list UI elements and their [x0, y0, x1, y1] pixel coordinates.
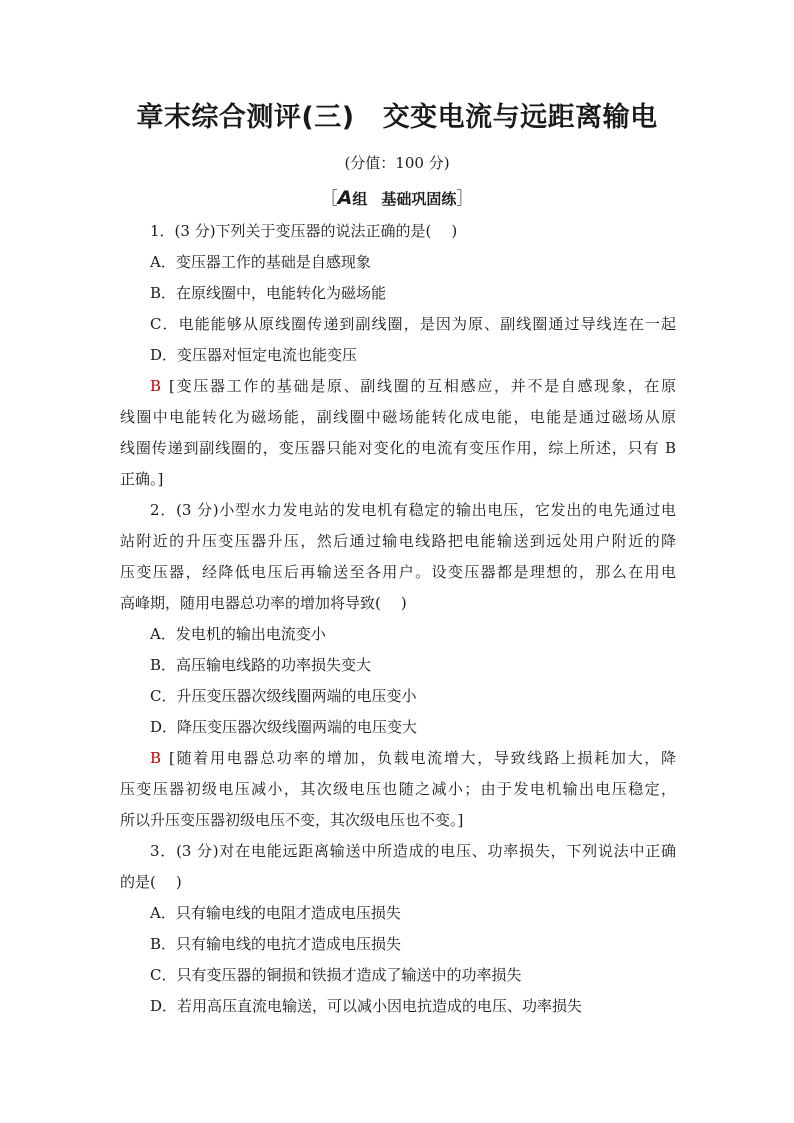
q2-explanation-2: 所以升压变压器初级电压不变，其次级电压也不变。] — [120, 811, 464, 829]
q1-option-b: B．在原线圈中，电能转化为磁场能 — [150, 284, 387, 302]
q1-option-a: A．变压器工作的基础是自感现象 — [150, 253, 371, 271]
section-group-letter: A — [337, 187, 353, 209]
section-group-name: 组 — [352, 190, 368, 208]
q2-stem-line-2: 压变压器，经降低电压后再输送至各用户。设变压器都是理想的，那么在用电 — [120, 563, 676, 581]
q1-option-c: C．电能能够从原线圈传递到副线圈，是因为原、副线圈通过导线连在一起 — [150, 315, 676, 333]
page-title — [0, 98, 794, 138]
q2-explanation-1: 压变压器初级电压减小，其次级电压也随之减小；由于发电机输出电压稳定， — [120, 780, 676, 798]
q1-stem-line: 1．(3 分)下列关于变压器的说法正确的是( ) — [150, 222, 458, 240]
q1-explanation-3: 正确。] — [120, 470, 164, 488]
q2-option-a: A．发电机的输出电流变小 — [150, 625, 326, 643]
q2-option-c: C．升压变压器次级线圈两端的电压变小 — [150, 687, 417, 705]
q3-option-a: A．只有输电线的电阻才造成电压损失 — [150, 904, 401, 922]
q3-option-b: B．只有输电线的电抗才造成电压损失 — [150, 935, 402, 953]
q3-option-d: D．若用高压直流电输送，可以减小因电抗造成的电压、功率损失 — [150, 997, 583, 1015]
section-close-bracket: ］ — [456, 189, 474, 209]
q1-explanation-2: 线圈传递到副线圈的，变压器只能对变化的电流有变压作用，综上所述，只有 B — [120, 439, 676, 457]
q2-answer: B — [150, 749, 162, 767]
section-heading — [0, 186, 794, 211]
q3-option-c: C．只有变压器的铜损和铁损才造成了输送中的功率损失 — [150, 966, 522, 984]
q2-option-d: D．降压变压器次级线圈两端的电压变大 — [150, 718, 418, 736]
q2-answer-line — [120, 743, 676, 774]
q2-explanation-0: [随着用电器总功率的增加，负载电流增大，导致线路上损耗加大，降 — [169, 749, 676, 767]
q1-answer-line — [120, 371, 676, 402]
section-group-subtitle: 基础巩固练 — [381, 190, 457, 208]
title-sub: 交变电流与远距离输电 — [382, 102, 658, 133]
q2-option-b: B．高压输电线路的功率损失变大 — [150, 656, 372, 674]
q3-stem-line-1: 的是( ) — [120, 873, 182, 891]
q3-stem-line-0: 3．(3 分)对在电能远距离输送中所造成的电压、功率损失，下列说法中正确 — [150, 842, 676, 860]
q2-stem-line-1: 站附近的升压变压器升压，然后通过输电线路把电能输送到远处用户附近的降 — [120, 532, 676, 550]
q1-answer: B — [150, 377, 162, 395]
q2-stem-line-0: 2．(3 分)小型水力发电站的发电机有稳定的输出电压，它发出的电先通过电 — [150, 501, 676, 519]
question-list — [120, 216, 676, 1022]
q1-explanation-1: 线圈中电能转化为磁场能，副线圈中磁场能转化成电能，电能是通过磁场从原 — [120, 408, 676, 426]
section-open-bracket: ［ — [320, 189, 338, 209]
q1-explanation-0: [变压器工作的基础是原、副线圈的互相感应，并不是自感现象，在原 — [169, 377, 676, 395]
q2-stem-line-3: 高峰期，随用电器总功率的增加将导致( ) — [120, 594, 407, 612]
title-main: 章末综合测评(三) — [136, 102, 355, 133]
q1-option-d: D．变压器对恒定电流也能变压 — [150, 346, 358, 364]
score-info: (分值：100 分) — [344, 154, 450, 172]
